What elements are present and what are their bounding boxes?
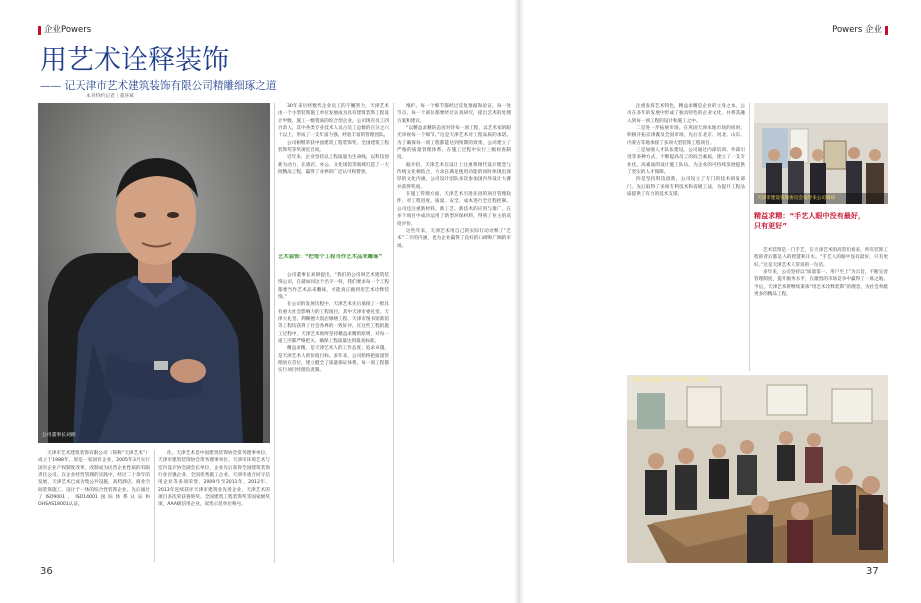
paragraph: 四是坚持科技创新。公司设立了专门的技术研发部门，先后取得了多项专利技术和省级工法，为提升工程品质提供了有力的技术支撑。 (627, 177, 745, 198)
col3-text-bottom (278, 272, 389, 564)
column-divider (749, 103, 750, 371)
paragraph: 艺术装饰是一门手艺，在天津艺术的高管们看来，所有装饰工程的背后都是人的智慧和汗水。“手艺人的眼中没有最好，只有更好。”这是天津艺术人常说的一句话。 (754, 248, 888, 268)
paragraph: 这些年来，天津艺术用自己的实际行动诠释了“艺术”二字的内涵，也为企业赢得了良好的口碑和广阔的市场。 (397, 228, 511, 249)
group-photo-illustration (754, 103, 888, 204)
page-number-right: 37 (866, 566, 879, 577)
right-section-label: Powers 企业 (832, 25, 882, 35)
right-section-header (826, 25, 888, 37)
paragraph: 住。天津艺术是中国建筑装饰协会常务理事单位、天津市建筑装饰协会常务理事单位、天津市环境艺术与室内设计协会副会长单位，企业先后获得全国建筑装饰行业百强企业、全国优秀施工企业、天津市重合同守信用企业等多项荣誉。2009年至2011年、2012年、2013年连续获评天津市建筑业先进企业。天津艺术的项目多次荣获鲁班奖、全国建筑工程装饰奖等国家级奖项，AAA级信用企业，双优示范单位称号。 (158, 451, 270, 508)
paragraph: 精益求精，是天津艺术人的工作态度；追求卓越，是天津艺术人的价值目标。多年来，公司始终把质量管理放在首位，建立健全了质量保证体系，每一项工程都实行项目经理负责制。 (278, 346, 389, 374)
quote-line-1: 精益求精：“手艺人眼中没有最好， (754, 211, 866, 220)
column-divider (274, 103, 275, 563)
paragraph: 在施工管理方面，天津艺术引进先进的项目管理软件，对工程进度、质量、安全、成本进行全过程控制。公司还注重新材料、新工艺、新技术的应用与推广，在多个项目中成功运用了新型环保材料，得到了业主的高度评价。 (397, 192, 511, 227)
accent-bar (38, 26, 41, 35)
paragraph: 公司董事长刘朗提出，“我们的公司叫艺术建筑装饰公司，在就如同这个名字一样，我们要求每一个工程都要当作艺术品来雕琢，才能真正做到用艺术诠释装饰。” (278, 273, 389, 301)
page-spine (514, 0, 524, 603)
section-subhead: 艺术装饰：“把每个工程当作艺术品来雕琢” (278, 254, 383, 260)
col3-text-top (278, 103, 389, 251)
meeting-caption: 天津艺术建筑公司召开年度工作例会 (631, 378, 708, 383)
paragraph: 维护。每一个细节都经过反复推敲和论证，每一处节点、每一个部位都要经过认真研究，提出艺术的处理方案和建议。 (397, 104, 511, 124)
paragraph: “以精益求精的态度对待每一项工程，以艺术家的眼光审视每一个细节。”这是天津艺术对工程品质的承诺。为了确保每一项工程都能达到预期的效果，公司建立了严格的质量管理体系，在施工过程中实行三级检查制度。 (397, 126, 511, 161)
paragraph: 在公司的发展历程中，天津艺术先后承接了一批具有重大社会影响力的工程项目，其中天津市委礼堂、天津大礼堂、利顺德大饭店修缮工程、天津市图书馆新馆等工程均获得了社会各界的一致好评。在这些工程的施工过程中，天津艺术始终坚持精益求精的原则，对每一道工序都严格把关，确保工程质量达到最高标准。 (278, 302, 389, 345)
col4-text (397, 103, 511, 565)
column-divider (154, 450, 155, 562)
article-byline: 本刊特约记者｜董喜斌 (86, 94, 134, 99)
page-number-left: 36 (40, 566, 53, 577)
left-section-label: 企业Powers (44, 25, 92, 35)
meeting-photo (627, 375, 888, 563)
column-divider (393, 103, 394, 563)
paragraph: 30年来历经数代企业员工的不懈努力，天津艺术由一个小型装饰施工单位发展成为具有建筑装饰工程设计甲级、施工一级资质的综合型企业。公司现有员工四百余人，其中各类专业技术人员占员工总数的百分之六十以上，形成了一支年富力强、经验丰富的管理团队。 (278, 104, 389, 139)
col1-text (38, 450, 150, 565)
paragraph: 据介绍，天津艺术在设计上注重将现代设计理念与传统文化相结合，力求在满足使用功能的同时体现出深厚的文化内涵。公司设计团队多次参加国内外设计大赛并获得奖项。 (397, 162, 511, 190)
meeting-photo-illustration (627, 375, 888, 563)
paragraph: 天津市艺术建筑装饰有限公司（简称“天津艺术”）成立于1988年，原是一家国有企业，2005年3月实行国有企业产权制度改革，改制成为民营企业性质的有限责任公司。在企业经营管理的实践中，经过二十余年的发展，天津艺术已成为集公共设施、高档酒店、商业空间装饰施工、设计于一体的综合性装饰企业。先后通过了ISO9001、ISO14001国际体系认证和OHSAS18001认证。 (38, 451, 150, 508)
portrait-illustration (38, 103, 270, 443)
article-subtitle: —— 记天津市艺术建筑装饰有限公司精雕细琢之道 (40, 80, 277, 92)
paragraph: 二是进一步拓展市场。在巩固天津本地市场的同时，积极开拓京津冀及全国市场，先后在北京、河北、山东、内蒙古等地承接了多项大型装饰工程项目。 (627, 126, 745, 146)
paragraph: 多年来，公司坚持以“质量第一、用户至上”为宗旨，不断完善管理制度，提升服务水平，在激烈的市场竞争中赢得了一席之地。今后，天津艺术将继续秉承“用艺术诠释装饰”的理念，为社会奉献更多的精品工程。 (754, 270, 888, 298)
col2-text (158, 450, 270, 565)
left-section-header (38, 25, 98, 37)
portrait-photo (38, 103, 270, 443)
article-title: 用艺术诠释装饰 (40, 45, 229, 76)
accent-bar (885, 26, 888, 35)
group-photo (754, 103, 888, 204)
col6-text (754, 247, 888, 371)
paragraph: 注重发挥艺术特色，精益求精是企业的立身之本。公司在多年的发展中形成了独具特色的企业文化，并将其融入到每一项工程的设计和施工之中。 (627, 104, 745, 124)
paragraph: 三是加强人才队伍建设。公司通过内部培训、外部引进等多种方式，不断提高员工的综合素质，建立了一支专业化、高素质的设计施工队伍，为企业的可持续发展提供了坚实的人才保障。 (627, 148, 745, 176)
pull-quote (754, 211, 888, 241)
quote-line-2: 只有更好” (754, 221, 788, 230)
paragraph: 近年来，企业坚持以工程质量为生命线，以科技创新为动力，在酒店、办公、文化场馆等领域打造了一大批精品工程，赢得了业界的广泛认可和赞誉。 (278, 155, 389, 176)
portrait-caption: 公司董事长刘朗 (42, 433, 76, 438)
group-caption: 天津市建设管理委员会领导来公司调研 (757, 196, 836, 201)
paragraph: 公司相继荣获中国建筑工程装饰奖、全国建筑工程装饰奖等奖项近百项。 (278, 140, 389, 154)
col5-text (627, 103, 745, 371)
